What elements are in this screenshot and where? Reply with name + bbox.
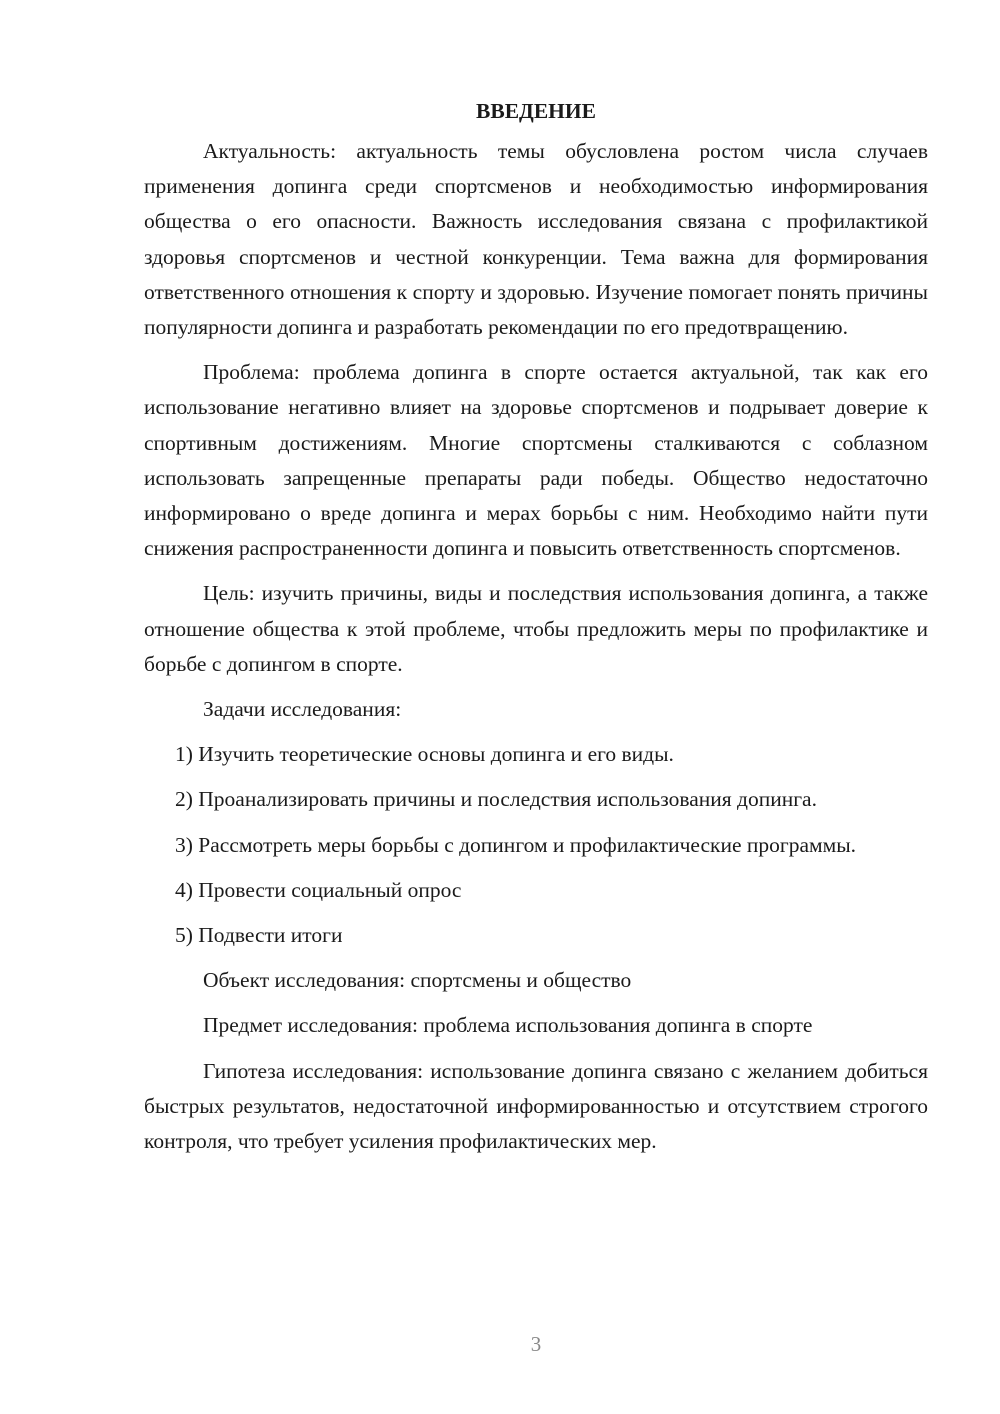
- tasks-heading: Задачи исследования:: [203, 697, 402, 722]
- task-item-4: 4) Провести социальный опрос: [175, 877, 462, 902]
- task-item-2: 2) Проанализировать причины и последствия использования допинга.: [175, 787, 817, 812]
- task-item-1: 1) Изучить теоретические основы допинга и его виды.: [175, 742, 674, 767]
- page-number: 3: [530, 1332, 542, 1356]
- relevance-paragraph: Актуальность: актуальность темы обусловлена ростом числа случаев применения допинга среди спортсменов и необходимостью информирования общества о его опасности. Важность исследования связана с профилактикой здоровья спортсменов и честной конкуренции. Тема важна для формирования ответственного отношения к спорту и здоровью. Изучение помогает понять причины популярности допинга и разработать рекомендации по его предотвращению.: [144, 139, 928, 340]
- task-item-3: 3) Рассмотреть меры борьбы с допингом и профилактические программы.: [175, 832, 857, 857]
- page-title: ВВЕДЕНИЕ: [476, 99, 596, 123]
- problem-paragraph: Проблема: проблема допинга в спорте остается актуальной, так как его использование негативно влияет на здоровье спортсменов и подрывает доверие к спортивным достижениям. Многие спортсмены сталкиваются с соблазном использовать запрещенные препараты ради победы. Общество недостаточно информировано о вреде допинга и мерах борьбы с ним. Необходимо найти пути снижения распространенности допинга и повысить ответственность спортсменов.: [144, 360, 928, 561]
- subject-paragraph: Предмет исследования: проблема использования допинга в спорте: [203, 1013, 813, 1038]
- task-item-5: 5) Подвести итоги: [175, 923, 343, 948]
- object-paragraph: Объект исследования: спортсмены и общество: [203, 968, 632, 993]
- document-page: [144, 96, 928, 1169]
- hypothesis-paragraph: Гипотеза исследования: использование допинга связано с желанием добиться быстрых результатов, недостаточной информированностью и отсутствием строгого контроля, что требует усиления профилактических мер.: [144, 1058, 928, 1154]
- goal-paragraph: Цель: изучить причины, виды и последствия использования допинга, а также отношение общества к этой проблеме, чтобы предложить меры по профилактике и борьбе с допингом в спорте.: [144, 581, 928, 676]
